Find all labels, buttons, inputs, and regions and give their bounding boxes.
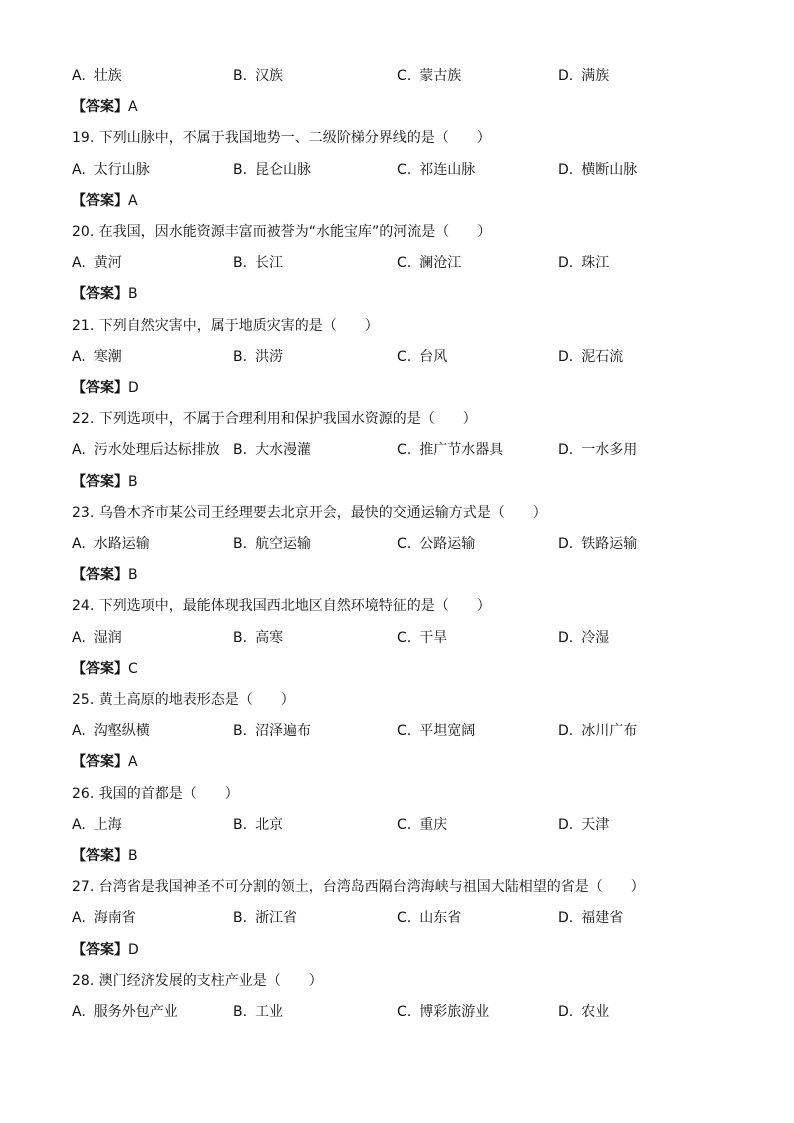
answer-label: 【答案】 bbox=[72, 567, 128, 583]
options-row bbox=[0, 908, 794, 928]
option-letter: A. bbox=[72, 255, 86, 271]
option-b bbox=[233, 347, 283, 367]
question-stem: 20. 在我国，因水能资源丰富而被誉为“水能宝库”的河流是（ ） bbox=[72, 224, 492, 240]
option-letter: B. bbox=[233, 630, 248, 646]
option-b bbox=[233, 815, 283, 835]
options-row bbox=[0, 1002, 794, 1022]
option-c bbox=[397, 347, 447, 367]
option-letter: C. bbox=[397, 536, 412, 552]
option-b bbox=[233, 721, 311, 741]
option-letter: B. bbox=[233, 910, 248, 926]
option-d bbox=[558, 66, 609, 86]
option-text: 公路运输 bbox=[419, 536, 476, 552]
option-text: 大水漫灌 bbox=[255, 442, 312, 458]
options-row bbox=[0, 160, 794, 180]
answer-line bbox=[72, 752, 138, 772]
option-text: 农业 bbox=[581, 1004, 610, 1020]
option-text: 平坦宽阔 bbox=[419, 723, 476, 739]
options-row bbox=[0, 66, 794, 86]
answer-value: D bbox=[128, 942, 139, 958]
option-b bbox=[233, 1002, 283, 1022]
option-text: 洪涝 bbox=[255, 349, 284, 365]
option-text: 湿润 bbox=[93, 630, 122, 646]
answer-line bbox=[72, 659, 138, 679]
answer-label: 【答案】 bbox=[72, 193, 128, 209]
option-text: 珠江 bbox=[581, 255, 610, 271]
option-a bbox=[72, 1002, 178, 1022]
option-c bbox=[397, 160, 475, 180]
answer-value: A bbox=[128, 193, 138, 209]
question-stem: 24. 下列选项中，最能体现我国西北地区自然环境特征的是（ ） bbox=[72, 598, 491, 614]
option-text: 干旱 bbox=[419, 630, 448, 646]
option-text: 服务外包产业 bbox=[93, 1004, 178, 1020]
question-stem: 23. 乌鲁木齐市某公司王经理要去北京开会，最快的交通运输方式是（ ） bbox=[72, 505, 547, 521]
option-letter: A. bbox=[72, 817, 86, 833]
option-d bbox=[558, 815, 609, 835]
answer-label: 【答案】 bbox=[72, 474, 128, 490]
option-letter: D. bbox=[558, 536, 574, 552]
option-text: 重庆 bbox=[419, 817, 448, 833]
option-letter: A. bbox=[72, 68, 86, 84]
answer-value: A bbox=[128, 754, 138, 770]
option-a bbox=[72, 66, 122, 86]
option-letter: D. bbox=[558, 910, 574, 926]
answer-value: A bbox=[128, 99, 138, 115]
option-b bbox=[233, 253, 283, 273]
answer-line bbox=[72, 472, 138, 492]
answer-value: B bbox=[128, 474, 138, 490]
option-text: 冰川广布 bbox=[581, 723, 638, 739]
option-text: 铁路运输 bbox=[581, 536, 638, 552]
option-b bbox=[233, 440, 311, 460]
option-c bbox=[397, 721, 475, 741]
option-a bbox=[72, 815, 122, 835]
option-text: 水路运输 bbox=[93, 536, 150, 552]
option-text: 昆仑山脉 bbox=[255, 162, 312, 178]
option-letter: C. bbox=[397, 910, 412, 926]
answer-line bbox=[72, 565, 138, 585]
option-letter: D. bbox=[558, 442, 574, 458]
option-d bbox=[558, 628, 609, 648]
option-letter: D. bbox=[558, 162, 574, 178]
option-text: 工业 bbox=[255, 1004, 284, 1020]
option-letter: B. bbox=[233, 817, 248, 833]
option-c bbox=[397, 534, 475, 554]
option-letter: B. bbox=[233, 162, 248, 178]
option-d bbox=[558, 160, 637, 180]
option-text: 蒙古族 bbox=[419, 68, 462, 84]
option-letter: D. bbox=[558, 817, 574, 833]
option-b bbox=[233, 628, 283, 648]
option-letter: A. bbox=[72, 162, 86, 178]
option-letter: C. bbox=[397, 349, 412, 365]
option-letter: A. bbox=[72, 442, 86, 458]
option-letter: A. bbox=[72, 910, 86, 926]
answer-value: B bbox=[128, 848, 138, 864]
option-text: 太行山脉 bbox=[93, 162, 150, 178]
option-letter: B. bbox=[233, 255, 248, 271]
answer-value: B bbox=[128, 567, 138, 583]
question-stem: 25. 黄土高原的地表形态是（ ） bbox=[72, 692, 295, 708]
option-letter: C. bbox=[397, 817, 412, 833]
option-d bbox=[558, 908, 623, 928]
option-letter: B. bbox=[233, 442, 248, 458]
option-letter: D. bbox=[558, 630, 574, 646]
option-text: 海南省 bbox=[93, 910, 136, 926]
option-a bbox=[72, 160, 150, 180]
options-row bbox=[0, 815, 794, 835]
option-text: 沼泽遍布 bbox=[255, 723, 312, 739]
option-letter: D. bbox=[558, 68, 574, 84]
answer-value: D bbox=[128, 380, 139, 396]
option-letter: C. bbox=[397, 68, 412, 84]
option-d bbox=[558, 1002, 609, 1022]
option-d bbox=[558, 253, 609, 273]
option-text: 高寒 bbox=[255, 630, 284, 646]
options-row bbox=[0, 253, 794, 273]
option-letter: B. bbox=[233, 68, 248, 84]
option-d bbox=[558, 440, 637, 460]
option-a bbox=[72, 253, 122, 273]
option-c bbox=[397, 440, 503, 460]
option-text: 黄河 bbox=[93, 255, 122, 271]
option-a bbox=[72, 721, 150, 741]
option-text: 福建省 bbox=[581, 910, 624, 926]
option-b bbox=[233, 160, 311, 180]
option-text: 一水多用 bbox=[581, 442, 638, 458]
question-stem: 19. 下列山脉中，不属于我国地势一、二级阶梯分界线的是（ ） bbox=[72, 130, 491, 146]
option-text: 山东省 bbox=[419, 910, 462, 926]
option-text: 推广节水器具 bbox=[419, 442, 504, 458]
answer-value: C bbox=[128, 661, 138, 677]
option-c bbox=[397, 253, 461, 273]
question-stem: 21. 下列自然灾害中，属于地质灾害的是（ ） bbox=[72, 318, 379, 334]
option-text: 横断山脉 bbox=[581, 162, 638, 178]
option-text: 壮族 bbox=[93, 68, 122, 84]
option-letter: A. bbox=[72, 536, 86, 552]
option-text: 北京 bbox=[255, 817, 284, 833]
option-a bbox=[72, 347, 122, 367]
answer-label: 【答案】 bbox=[72, 380, 128, 396]
question-stem: 27. 台湾省是我国神圣不可分割的领土，台湾岛西隔台湾海峡与祖国大陆相望的省是（ ） bbox=[72, 879, 645, 895]
options-row bbox=[0, 628, 794, 648]
option-d bbox=[558, 347, 623, 367]
answer-label: 【答案】 bbox=[72, 661, 128, 677]
option-text: 汉族 bbox=[255, 68, 284, 84]
option-b bbox=[233, 534, 311, 554]
option-text: 寒潮 bbox=[93, 349, 122, 365]
option-text: 澜沧江 bbox=[419, 255, 462, 271]
option-text: 博彩旅游业 bbox=[419, 1004, 490, 1020]
option-letter: C. bbox=[397, 723, 412, 739]
answer-label: 【答案】 bbox=[72, 99, 128, 115]
option-letter: D. bbox=[558, 255, 574, 271]
option-letter: D. bbox=[558, 349, 574, 365]
answer-line bbox=[72, 284, 138, 304]
option-c bbox=[397, 815, 447, 835]
option-text: 浙江省 bbox=[255, 910, 298, 926]
option-d bbox=[558, 721, 637, 741]
option-letter: C. bbox=[397, 1004, 412, 1020]
option-text: 天津 bbox=[581, 817, 610, 833]
option-a bbox=[72, 908, 136, 928]
option-a bbox=[72, 440, 220, 460]
options-row bbox=[0, 440, 794, 460]
option-letter: C. bbox=[397, 255, 412, 271]
option-b bbox=[233, 908, 297, 928]
option-text: 污水处理后达标排放 bbox=[93, 442, 220, 458]
option-letter: A. bbox=[72, 723, 86, 739]
option-d bbox=[558, 534, 637, 554]
answer-value: B bbox=[128, 286, 138, 302]
option-letter: B. bbox=[233, 1004, 248, 1020]
option-c bbox=[397, 1002, 489, 1022]
question-stem: 22. 下列选项中，不属于合理利用和保护我国水资源的是（ ） bbox=[72, 411, 477, 427]
question-stem: 26. 我国的首都是（ ） bbox=[72, 786, 239, 802]
option-text: 上海 bbox=[93, 817, 122, 833]
option-letter: C. bbox=[397, 630, 412, 646]
option-c bbox=[397, 628, 447, 648]
answer-line bbox=[72, 97, 138, 117]
answer-line bbox=[72, 378, 139, 398]
answer-label: 【答案】 bbox=[72, 848, 128, 864]
question-stem: 28. 澳门经济发展的支柱产业是（ ） bbox=[72, 973, 323, 989]
option-a bbox=[72, 628, 122, 648]
option-text: 沟壑纵横 bbox=[93, 723, 150, 739]
answer-line bbox=[72, 940, 139, 960]
options-row bbox=[0, 347, 794, 367]
option-letter: C. bbox=[397, 442, 412, 458]
option-text: 长江 bbox=[255, 255, 284, 271]
option-c bbox=[397, 908, 461, 928]
option-text: 航空运输 bbox=[255, 536, 312, 552]
option-letter: A. bbox=[72, 630, 86, 646]
options-row bbox=[0, 534, 794, 554]
answer-line bbox=[72, 191, 138, 211]
answer-line bbox=[72, 846, 138, 866]
option-letter: D. bbox=[558, 723, 574, 739]
option-text: 台风 bbox=[419, 349, 448, 365]
answer-label: 【答案】 bbox=[72, 942, 128, 958]
option-letter: B. bbox=[233, 536, 248, 552]
option-text: 泥石流 bbox=[581, 349, 624, 365]
option-letter: A. bbox=[72, 1004, 86, 1020]
answer-label: 【答案】 bbox=[72, 754, 128, 770]
option-a bbox=[72, 534, 150, 554]
options-row bbox=[0, 721, 794, 741]
option-b bbox=[233, 66, 283, 86]
option-text: 满族 bbox=[581, 68, 610, 84]
option-letter: A. bbox=[72, 349, 86, 365]
option-c bbox=[397, 66, 461, 86]
option-text: 祁连山脉 bbox=[419, 162, 476, 178]
option-text: 冷湿 bbox=[581, 630, 610, 646]
option-letter: B. bbox=[233, 723, 248, 739]
option-letter: D. bbox=[558, 1004, 574, 1020]
answer-label: 【答案】 bbox=[72, 286, 128, 302]
option-letter: C. bbox=[397, 162, 412, 178]
option-letter: B. bbox=[233, 349, 248, 365]
